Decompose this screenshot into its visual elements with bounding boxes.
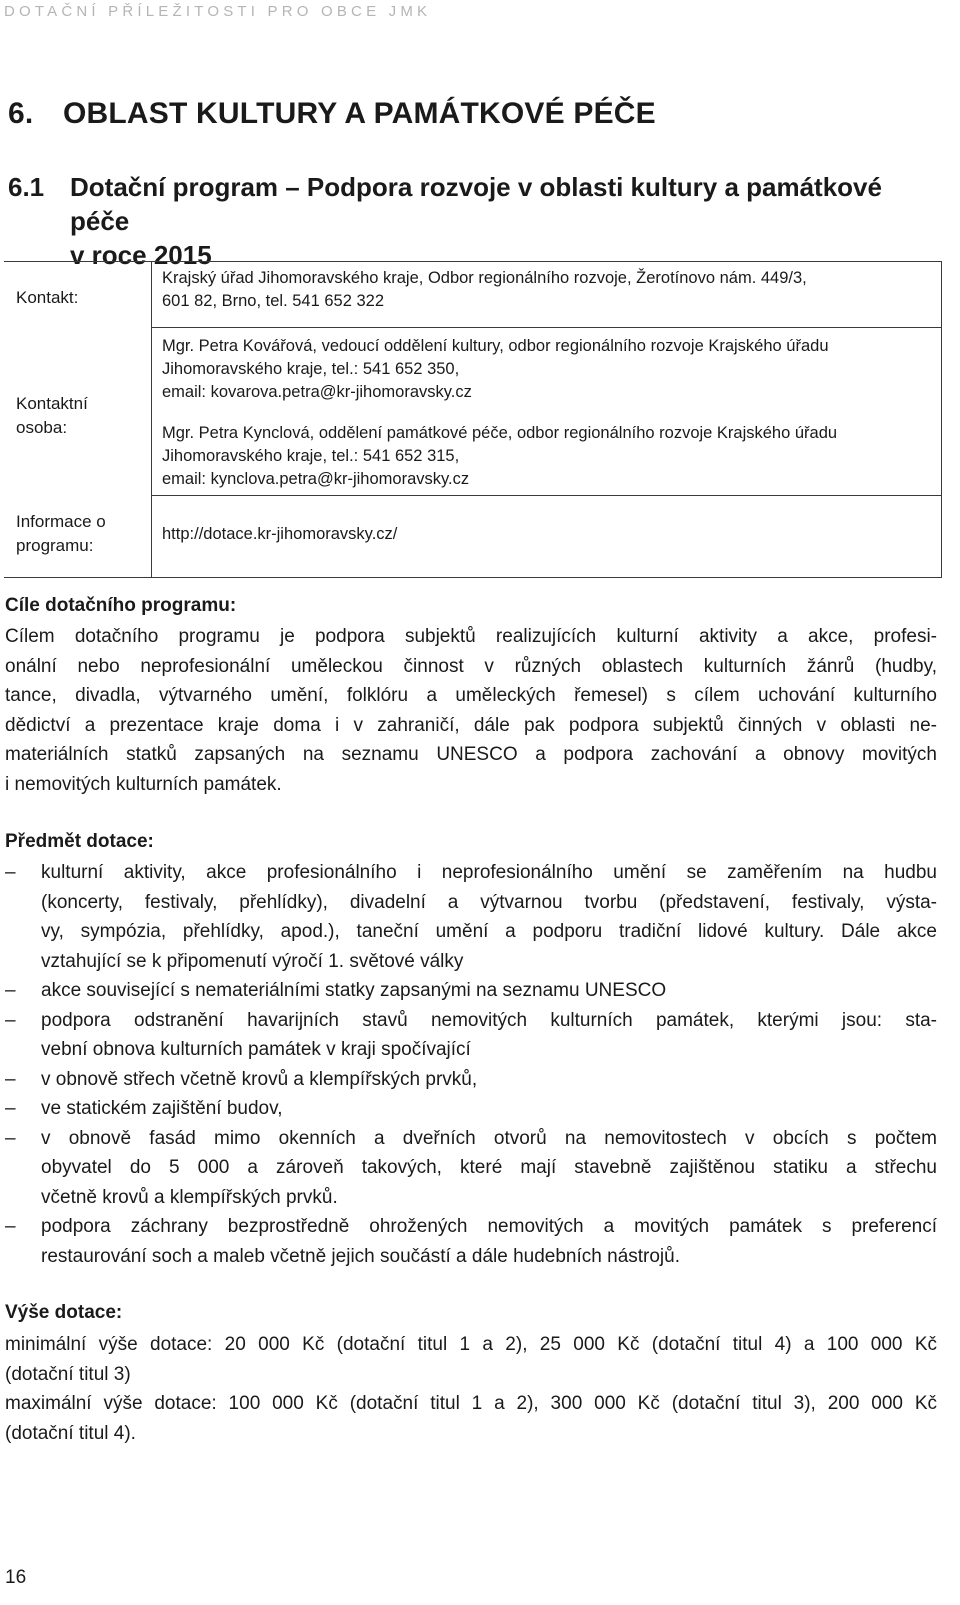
contact-line: Krajský úřad Jihomoravského kraje, Odbor regionálního rozvoje, Žerotínovo nám. 449/3, bbox=[162, 269, 807, 287]
contact-person-2 bbox=[162, 422, 932, 491]
goals-heading: Cíle dotačního programu: bbox=[5, 595, 237, 616]
bullet-dash: – bbox=[5, 1216, 16, 1237]
chapter-number: 6. bbox=[8, 97, 34, 130]
paragraph-line: i nemovitých kulturních památek. bbox=[5, 773, 282, 795]
list-item-line: akce související s nemateriálními statky zapsanými na seznamu UNESCO bbox=[41, 980, 667, 1001]
contact-person-1 bbox=[162, 335, 932, 404]
table-row-divider bbox=[151, 495, 942, 496]
section-title bbox=[8, 170, 938, 272]
list-item bbox=[5, 1065, 937, 1095]
list-item bbox=[5, 1124, 937, 1213]
list-item-line: včetně krovů a klempířských prvků. bbox=[41, 1186, 338, 1208]
running-header-text: DOTAČNÍ PŘÍLEŽITOSTI PRO OBCE JMK bbox=[4, 3, 432, 20]
contact-line: 601 82, Brno, tel. 541 652 322 bbox=[162, 292, 385, 310]
list-item-line: kulturní aktivity, akce profesionálního i neprofesionálního umění se zaměřením na hudbu bbox=[41, 862, 937, 883]
paragraph-line: (dotační titul 3) bbox=[5, 1363, 131, 1385]
bullet-dash: – bbox=[5, 1127, 16, 1149]
program-info-cell bbox=[162, 523, 932, 546]
amount-heading: Výše dotace: bbox=[5, 1302, 123, 1323]
subject-list bbox=[5, 858, 937, 1271]
paragraph-line: (dotační titul 4). bbox=[5, 1422, 136, 1444]
list-item-line: vební obnova kulturních památek v kraji spočívající bbox=[41, 1039, 471, 1060]
list-item bbox=[5, 1094, 937, 1124]
list-item-line: podpora záchrany bezprostředně ohrožených nemovitých a movitých památek s preferencí bbox=[41, 1216, 937, 1237]
list-item-line: vztahující se k připomenutí výročí 1. světové války bbox=[41, 950, 464, 972]
paragraph-line: minimální výše dotace: 20 000 Kč (dotační titul 1 a 2), 25 000 Kč (dotační titul 4) a 100 000 Kč bbox=[5, 1334, 937, 1355]
list-item-line: restaurování soch a maleb včetně jejich součástí a dále hudebních nástrojů. bbox=[41, 1245, 680, 1267]
chapter-title-text: OBLAST KULTURY A PAMÁTKOVÉ PÉČE bbox=[63, 97, 656, 130]
bullet-dash: – bbox=[5, 1068, 16, 1090]
page-number: 16 bbox=[5, 1567, 27, 1588]
amount-paragraph bbox=[5, 1330, 937, 1448]
table-column-divider bbox=[151, 262, 152, 577]
list-item-line: obyvatel do 5 000 a zároveň takových, které mají stavebně zajištěnou statiku a střechu bbox=[41, 1157, 937, 1178]
running-header bbox=[0, 0, 960, 24]
goals-paragraph bbox=[5, 622, 937, 799]
program-url-link[interactable]: http://dotace.kr-jihomoravsky.cz/ bbox=[162, 525, 398, 543]
chapter-title bbox=[8, 97, 656, 131]
list-item-line: (koncerty, festivaly, přehlídky), divadelní a výtvarnou tvorbu (představení, festivaly, výsta- bbox=[41, 891, 937, 913]
list-item-line: v obnově střech včetně krovů a klempířských prvků, bbox=[41, 1068, 478, 1090]
paragraph-line: dědictví a prezentace kraje doma i v zahraničí, dále pak podpora subjektů činných v oblasti ne- bbox=[5, 714, 937, 736]
paragraph-line: maximální výše dotace: 100 000 Kč (dotační titul 1 a 2), 300 000 Kč (dotační titul 3), 200 000 Kč bbox=[5, 1393, 937, 1414]
list-item-line: ve statickém zajištění budov, bbox=[41, 1098, 283, 1119]
bullet-dash: – bbox=[5, 1098, 16, 1119]
person-1-line: Mgr. Petra Kovářová, vedoucí oddělení kultury, odbor regionálního rozvoje Krajského úřadu bbox=[162, 337, 829, 355]
paragraph-line: tance, divadla, výtvarného umění, folklóru a uměleckých řemesel) s cílem uchování kulturního bbox=[5, 685, 937, 706]
paragraph-line: Cílem dotačního programu je podpora subjektů realizujících kulturní aktivity a akce, profesi- bbox=[5, 626, 937, 647]
person-2-line: Mgr. Petra Kynclová, oddělení památkové péče, odbor regionálního rozvoje Krajského úřadu bbox=[162, 424, 838, 442]
paragraph-line: onální nebo neprofesionální uměleckou činnost v různých oblastech kulturních žánrů (hudby, bbox=[5, 655, 937, 677]
person-1-line: Jihomoravského kraje, tel.: 541 652 350, bbox=[162, 360, 460, 378]
contact-person-label: Kontaktní osoba: bbox=[16, 394, 88, 437]
subject-heading: Předmět dotace: bbox=[5, 831, 154, 852]
list-item-line: vy, sympózia, přehlídky, apod.), taneční umění a podporu tradiční lidové kultury. Dále akce bbox=[41, 921, 937, 942]
person-2-email[interactable]: email: kynclova.petra@kr-jihomoravsky.cz bbox=[162, 470, 470, 488]
contact-info-table bbox=[4, 261, 942, 578]
bullet-dash: – bbox=[5, 1009, 16, 1031]
section-number: 6.1 bbox=[8, 172, 45, 202]
bullet-dash: – bbox=[5, 980, 16, 1001]
contact-address bbox=[162, 267, 932, 313]
list-item-line: podpora odstranění havarijních stavů nemovitých kulturních památek, kterými jsou: sta- bbox=[41, 1009, 937, 1031]
person-2-line: Jihomoravského kraje, tel.: 541 652 315, bbox=[162, 447, 460, 465]
list-item bbox=[5, 976, 937, 1006]
table-right-border bbox=[941, 262, 942, 577]
list-item-line: v obnově fasád mimo okenních a dveřních otvorů na nemovitostech v obcích s počtem bbox=[41, 1127, 937, 1149]
bullet-dash: – bbox=[5, 862, 16, 883]
list-item bbox=[5, 858, 937, 976]
table-row-divider bbox=[151, 327, 942, 328]
person-1-email[interactable]: email: kovarova.petra@kr-jihomoravsky.cz bbox=[162, 383, 472, 401]
list-item bbox=[5, 1212, 937, 1271]
paragraph-line: materiálních statků zapsaných na seznamu UNESCO a podpora zachování a obnovy movitých bbox=[5, 744, 937, 765]
list-item bbox=[5, 1006, 937, 1065]
section-title-line: v roce 2015 bbox=[70, 240, 212, 270]
contact-label: Kontakt: bbox=[16, 288, 79, 307]
section-title-line: Dotační program – Podpora rozvoje v oblasti kultury a památkové péče bbox=[70, 172, 882, 236]
program-info-label: Informace o programu: bbox=[16, 512, 106, 555]
